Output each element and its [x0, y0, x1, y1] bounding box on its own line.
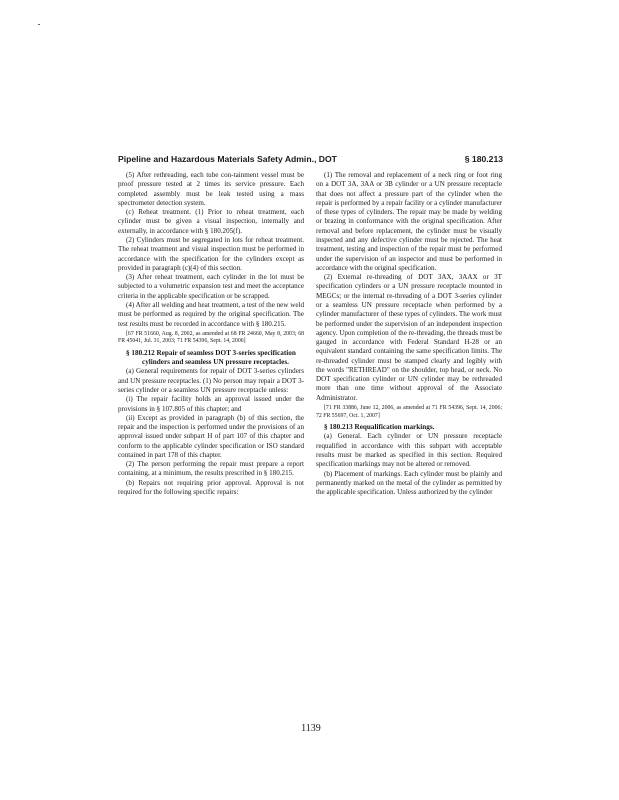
- paragraph: (2) Cylinders must be segregated in lots for reheat treatment. The reheat treatment and visual inspection must be performed in accordance with the specification for the cylinders except as provided in paragraph (c)(4) of this section.: [118, 235, 304, 272]
- header-section: § 180.213: [464, 154, 503, 164]
- header-title: Pipeline and Hazardous Materials Safety Admin., DOT: [118, 154, 337, 164]
- citation: [67 FR 51660, Aug. 8, 2002, as amended at 68 FR 24660, May 8, 2003; 68 FR 45041, Jul. 31, 2003; 71 FR 54396, Sept. 14, 2006]: [118, 330, 304, 345]
- paragraph: (i) The repair facility holds an approval issued under the provisions in § 107.805 of this chapter; and: [118, 395, 304, 413]
- paragraph: (1) The removal and replacement of a neck ring or foot ring on a DOT 3A, 3AA or 3B cylinder or a UN pressure receptacle that does not affect a pressure part of the cylinder when the repair is performed by a repair facility or a cylinder manufacturer of these types of cylinders. The repair may be made by welding or brazing in conformance with the original specification. After removal and before replacement, the cylinder must be visually inspected and any defective cylinder must be rejected. The heat treatment, testing and inspection of the repair must be performed under the supervision of an inspector and must be performed in accordance with the original specification.: [316, 171, 502, 272]
- running-header: [118, 154, 503, 168]
- section-heading-180-212: § 180.212 Repair of seamless DOT 3-series specification cylinders and seamless UN pressure receptacles.: [126, 348, 296, 367]
- citation: [71 FR 33886, June 12, 2006, as amended at 71 FR 54396, Sept. 14, 2006; 72 FR 55697, Oct. 1, 2007]: [316, 405, 502, 419]
- paragraph: (a) General requirements for repair of DOT 3-series cylinders and UN pressure receptacles. (1) No person may repair a DOT 3-series cylinder or a seamless UN pressure receptacle unless:: [118, 367, 304, 394]
- right-column: [316, 171, 502, 497]
- paragraph: (c) Reheat treatment. (1) Prior to reheat treatment, each cylinder must be given a visual inspection, internally and externally, in accordance with § 180.205(f).: [118, 208, 304, 235]
- paragraph: (2) The person performing the repair must prepare a report containing, at a minimum, the results prescribed in § 180.215.: [118, 460, 304, 478]
- paragraph: (b) Placement of markings. Each cylinder must be plainly and permanently marked on the metal of the cylinder as permitted by the applicable specification. Unless authorized by the cylinder: [316, 469, 502, 497]
- paragraph: (b) Repairs not requiring prior approval. Approval is not required for the following specific repairs:: [118, 478, 304, 497]
- page-number: 1139: [301, 723, 321, 734]
- scan-speck: [38, 24, 40, 25]
- paragraph: (4) After all welding and heat treatment, a test of the new weld must be performed as required by the original specification. The test results must be recorded in accordance with § 180.215.: [118, 300, 304, 328]
- paragraph: (2) External re-threading of DOT 3AX, 3AAX or 3T specification cylinders or a UN pressure receptacle mounted in MEGCs; or the internal re-threading of a DOT 3-series cylinder or a seamless UN pressure receptacle when performed by a cylinder manufacturer of these types of cylinders. The work must be performed under the supervision of an independent inspection agency. Upon completion of the re-threading, the threads must be gauged in accordance with Federal Standard H-28 or an equivalent standard containing the same specification limits. The re-threaded cylinder must be stamped clearly and legibly with the words "RETHREAD" on the shoulder, top head, or neck. No DOT specification cylinder or UN cylinder may be rethreaded more than one time without approval of the Associate Administrator.: [316, 273, 502, 402]
- paragraph: (ii) Except as provided in paragraph (b) of this section, the repair and the inspection is performed under the provisions of an approval issued under subpart H of part 107 of this chapter and conform to the applicable cylinder specification or ISO standard contained in part 178 of this chapter.: [118, 413, 304, 459]
- section-heading-180-213: § 180.213 Requalification markings.: [324, 423, 435, 432]
- paragraph: (5) After rethreading, each tube con-tainment vessel must be proof pressure tested at 2 times its service pressure. Each completed assembly must be leak tested using a mass spectrometer detection system.: [118, 171, 304, 207]
- paragraph: (3) After reheat treatment, each cylinder in the lot must be subjected to a volumetric expansion test and meet the acceptance criteria in the applicable specification or be scrapped.: [118, 273, 304, 300]
- left-column: [118, 171, 304, 497]
- paragraph: (a) General. Each cylinder or UN pressure receptacle requalified in accordance with this subpart with acceptable results must be marked as specified in this section. Required specification markings may not be altered or removed.: [316, 432, 502, 469]
